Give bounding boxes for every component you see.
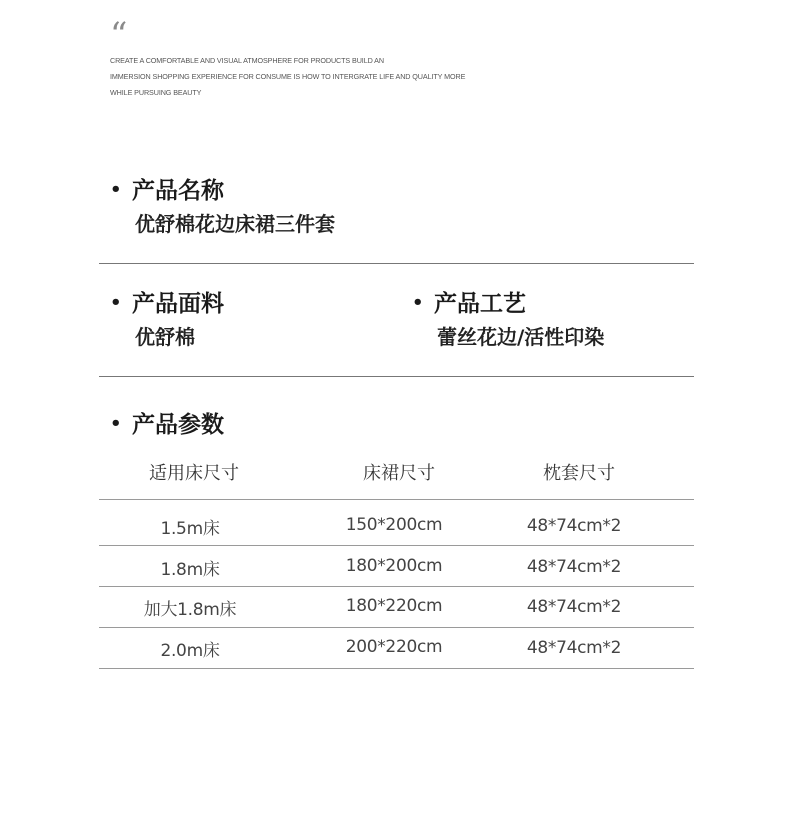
intro-text: [110, 53, 530, 101]
craft-label: 产品工艺: [434, 290, 526, 317]
params-heading: [110, 409, 224, 440]
params-section: [110, 409, 224, 440]
product-name-value: 优舒棉花边床裙三件套: [135, 212, 335, 236]
bullet-icon: •: [412, 292, 424, 313]
table-cell-pillowcase-size: 48*74cm*2: [526, 557, 622, 577]
divider: [99, 263, 694, 264]
table-divider: [99, 499, 694, 500]
product-name-label: 产品名称: [132, 177, 224, 204]
table-header-skirt-size: 床裙尺寸: [363, 463, 435, 484]
table-divider: [99, 668, 694, 669]
table-divider: [99, 627, 694, 628]
table-divider: [99, 545, 694, 546]
divider: [99, 376, 694, 377]
material-section: [110, 288, 224, 350]
quote-mark-icon: “: [110, 15, 126, 55]
intro-line: IMMERSION SHOPPING EXPERIENCE FOR CONSUME IS HOW TO INTERGRATE LIFE AND QUALITY MORE: [110, 72, 466, 81]
table-header-pillowcase-size: 枕套尺寸: [543, 463, 615, 484]
intro-line: CREATE A COMFORTABLE AND VISUAL ATMOSPHERE FOR PRODUCTS BUILD AN: [110, 56, 384, 65]
craft-section: [412, 288, 604, 350]
intro-line: WHILE PURSUING BEAUTY: [110, 88, 202, 97]
product-name-heading: [110, 175, 335, 206]
table-cell-skirt-size: 200*220cm: [345, 637, 443, 657]
params-label: 产品参数: [132, 411, 224, 438]
bullet-icon: •: [110, 179, 122, 200]
table-divider: [99, 586, 694, 587]
bullet-icon: •: [110, 413, 122, 434]
table-cell-skirt-size: 180*220cm: [345, 596, 443, 616]
table-cell-skirt-size: 180*200cm: [345, 556, 443, 576]
material-value: 优舒棉: [135, 325, 195, 349]
bullet-icon: •: [110, 292, 122, 313]
table-cell-bed-size: 1.8m床: [160, 560, 220, 580]
table-cell-bed-size: 加大1.8m床: [143, 600, 237, 620]
table-cell-skirt-size: 150*200cm: [345, 515, 443, 535]
material-heading: [110, 288, 224, 319]
table-header-bed-size: 适用床尺寸: [149, 463, 239, 484]
table-cell-bed-size: 2.0m床: [160, 641, 220, 661]
table-cell-pillowcase-size: 48*74cm*2: [526, 516, 622, 536]
craft-heading: [412, 288, 604, 319]
craft-value: 蕾丝花边/活性印染: [437, 325, 605, 349]
material-label: 产品面料: [132, 290, 224, 317]
product-name-section: [110, 175, 335, 237]
table-cell-bed-size: 1.5m床: [160, 519, 220, 539]
table-cell-pillowcase-size: 48*74cm*2: [526, 638, 622, 658]
table-cell-pillowcase-size: 48*74cm*2: [526, 597, 622, 617]
